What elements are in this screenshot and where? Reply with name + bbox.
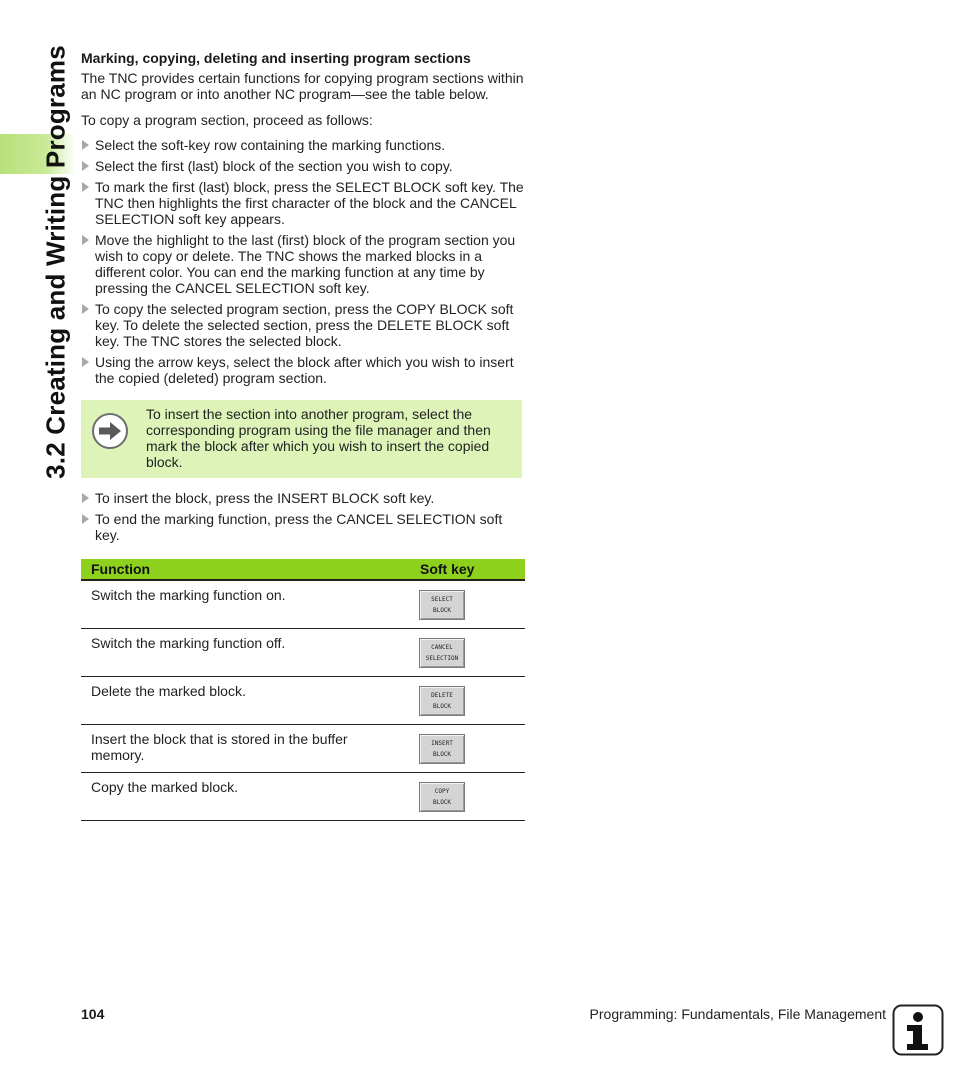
step-list bbox=[81, 137, 526, 386]
function-table bbox=[81, 559, 525, 821]
arrow-right-icon bbox=[91, 412, 129, 450]
section-heading: Marking, copying, deleting and inserting program sections bbox=[81, 50, 471, 66]
function-cell: Delete the marked block. bbox=[81, 676, 410, 724]
bullet-arrow-icon bbox=[82, 161, 89, 171]
note-text: To insert the section into another program, select the corresponding program using the file manager and then mark the block after which you wish to insert the copied block. bbox=[146, 406, 491, 470]
copy-block-softkey[interactable]: COPY BLOCK bbox=[419, 782, 465, 812]
lead-paragraph: To copy a program section, proceed as follows: bbox=[81, 112, 373, 128]
list-item: Select the soft-key row containing the marking functions. bbox=[81, 137, 526, 153]
table-header-row bbox=[81, 559, 525, 580]
bullet-arrow-icon bbox=[82, 235, 89, 245]
list-item: Using the arrow keys, select the block after which you wish to insert the copied (deleted) program section. bbox=[81, 354, 526, 386]
bullet-arrow-icon bbox=[82, 514, 89, 524]
bullet-arrow-icon bbox=[82, 304, 89, 314]
info-icon bbox=[892, 1004, 944, 1056]
table-row bbox=[81, 676, 525, 724]
function-cell: Switch the marking function off. bbox=[81, 628, 410, 676]
note-box bbox=[81, 400, 522, 478]
intro-paragraph: The TNC provides certain functions for copying program sections within an NC program or into another NC program—see the table below. bbox=[81, 70, 524, 102]
table-row bbox=[81, 628, 525, 676]
function-cell: Copy the marked block. bbox=[81, 772, 410, 820]
list-item: To insert the block, press the INSERT BLOCK soft key. bbox=[81, 490, 526, 506]
chapter-title: 3.2 Creating and Writing Programs bbox=[40, 45, 71, 479]
bullet-arrow-icon bbox=[82, 357, 89, 367]
page-number: 104 bbox=[81, 1006, 105, 1022]
column-header-function: Function bbox=[81, 559, 410, 580]
cancel-selection-softkey[interactable]: CANCEL SELECTION bbox=[419, 638, 465, 668]
select-block-softkey[interactable]: SELECT BLOCK bbox=[419, 590, 465, 620]
table-row bbox=[81, 772, 525, 820]
bullet-arrow-icon bbox=[82, 140, 89, 150]
list-item: To end the marking function, press the CANCEL SELECTION soft key. bbox=[81, 511, 526, 543]
list-item: To mark the first (last) block, press the SELECT BLOCK soft key. The TNC then highlights the first character of the block and the CANCEL SELECTION soft key appears. bbox=[81, 179, 526, 227]
list-item: Move the highlight to the last (first) block of the program section you wish to copy or delete. The TNC shows the marked blocks in a different color. You can end the marking function at any time by pressing the CANCEL SELECTION soft key. bbox=[81, 232, 526, 296]
table-row bbox=[81, 724, 525, 772]
table-row bbox=[81, 580, 525, 628]
step-list-2 bbox=[81, 490, 526, 543]
column-header-softkey: Soft key bbox=[410, 559, 525, 580]
function-cell: Switch the marking function on. bbox=[81, 580, 410, 628]
bullet-arrow-icon bbox=[82, 493, 89, 503]
bullet-arrow-icon bbox=[82, 182, 89, 192]
main-content bbox=[81, 50, 526, 821]
list-item: Select the first (last) block of the section you wish to copy. bbox=[81, 158, 526, 174]
function-cell: Insert the block that is stored in the buffer memory. bbox=[81, 724, 410, 772]
insert-block-softkey[interactable]: INSERT BLOCK bbox=[419, 734, 465, 764]
list-item: To copy the selected program section, press the COPY BLOCK soft key. To delete the selected section, press the DELETE BLOCK soft key. The TNC stores the selected block. bbox=[81, 301, 526, 349]
delete-block-softkey[interactable]: DELETE BLOCK bbox=[419, 686, 465, 716]
footer-title: Programming: Fundamentals, File Management bbox=[589, 1006, 886, 1022]
